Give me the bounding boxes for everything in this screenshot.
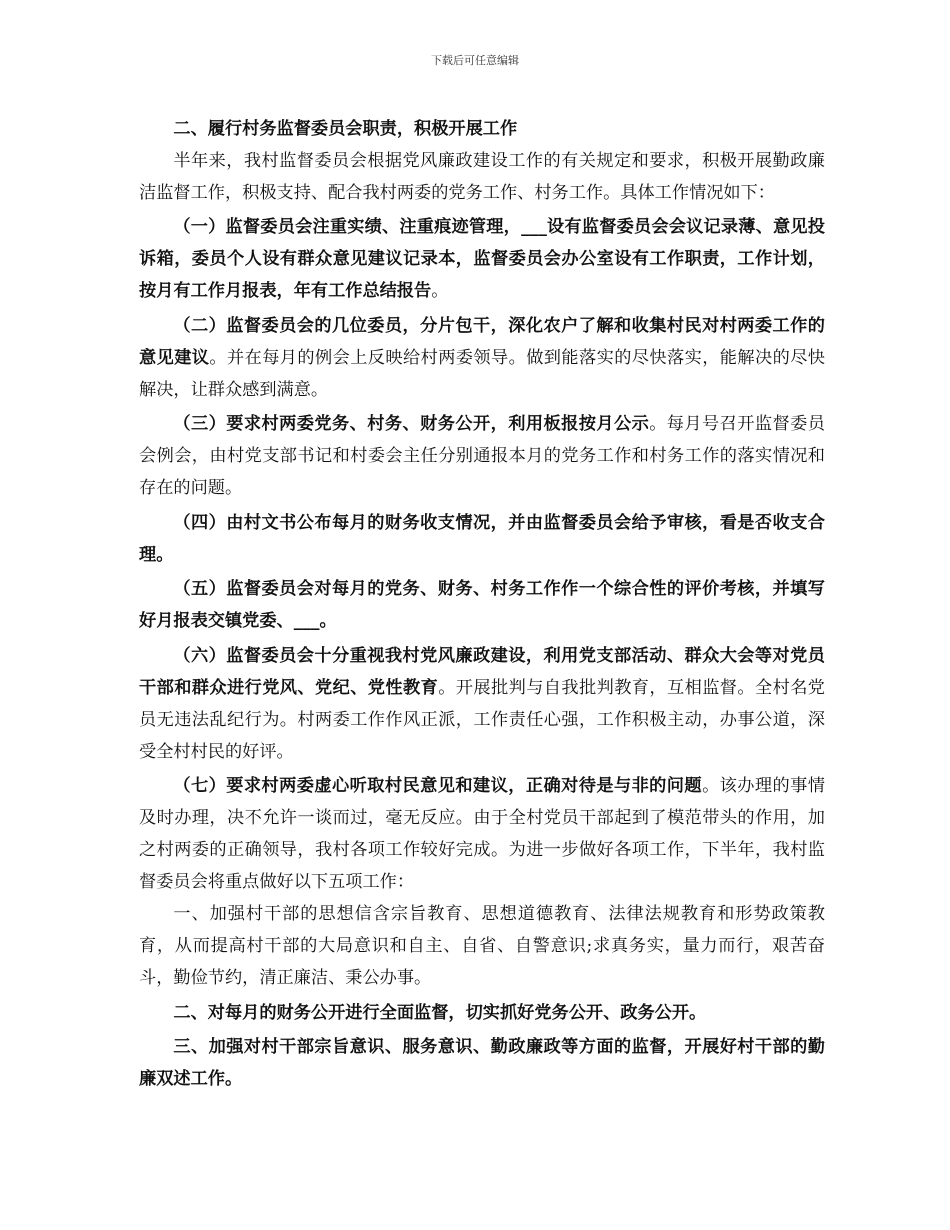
- paragraph: [139, 1031, 825, 1095]
- paragraph-bold-text: （六）监督委员会十分重视我村党风廉政建设，利用党支部活动、群众大会等对党员干部和群众进行党风、党纪、党性教育: [139, 645, 825, 698]
- paragraph: [139, 310, 825, 406]
- paragraph-bold-text: 二、对每月的财务公开进行全面监督，切实抓好党务公开、政务公开。: [173, 1002, 707, 1023]
- paragraph: [139, 573, 825, 637]
- paragraph-text: 。开展批判与自我批判教育，互相监督。全村名党员无违法乱纪行为。村两委工作作风正派，工作责任心强，工作积极主动，办事公道，深受全村村民的好评。: [139, 677, 825, 762]
- paragraph-bold-text: （一）监督委员会注重实绩、注重痕迹管理，___设有监督委员会会议记录薄、意见投诉箱，委员个人设有群众意见建议记录本，监督委员会办公室设有工作职责，工作计划，按月有工作月报表，年有工作总结报告: [139, 217, 825, 301]
- paragraph: [139, 408, 825, 504]
- section-heading: [139, 113, 825, 145]
- document-body: [139, 110, 825, 1095]
- paragraph: [139, 770, 825, 898]
- paragraph-bold-text: 二、履行村务监督委员会职责，积极开展工作: [173, 118, 518, 139]
- page-header: 下载后可任意编辑: [431, 54, 519, 67]
- paragraph-text: 。该办理的事情及时办理，决不允许一谈而过，毫无反应。由于全村党员干部起到了模范带头的作用，加之村两委的正确领导，我村各项工作较好完成。为进一步做好各项工作，下半年，我村监督委员会将重点做好以下五项工作：: [139, 776, 825, 892]
- paragraph-text: 一、加强村干部的思想信含宗旨教育、思想道德教育、法律法规教育和形势政策教育，从而提高村干部的大局意识和自主、自省、自警意识;求真务实，量力而行，艰苦奋斗，勤俭节约，清正廉洁、秉公办事。: [139, 904, 825, 988]
- paragraph-bold-text: （七）要求村两委虚心听取村民意见和建议，正确对待是与非的问题: [173, 776, 703, 796]
- paragraph-text: 。并在每月的例会上反映给村两委领导。做到能落实的尽快落实，能解决的尽快解决，让群众感到满意。: [139, 347, 825, 400]
- paragraph: [139, 507, 825, 571]
- paragraph-text: 。: [431, 281, 449, 301]
- paragraph: [139, 211, 825, 307]
- paragraph-text: 半年来，我村监督委员会根据党风廉政建设工作的有关规定和要求，积极开展勤政廉洁监督工作，积极支持、配合我村两委的党务工作、村务工作。具体工作情况如下：: [139, 150, 825, 203]
- paragraph: [139, 640, 825, 768]
- paragraph: [139, 898, 825, 994]
- paragraph-bold-text: （三）要求村两委党务、村务、财务公开，利用板报按月公示: [173, 414, 650, 434]
- paragraph-bold-text: （二）监督委员会的几位委员，分片包干，深化农户了解和收集村民对村两委工作的意见建议: [139, 315, 825, 368]
- paragraph-text: 。每月号召开监督委员会例会，由村党支部书记和村委会主任分别通报本月的党务工作和村务工作的落实情况和存在的问题。: [139, 414, 825, 498]
- paragraph: [139, 145, 825, 209]
- paragraph-bold-text: （五）监督委员会对每月的党务、财务、村务工作作一个综合性的评价考核，并填写好月报表交镇党委、___。: [139, 579, 825, 631]
- paragraph: [139, 997, 825, 1029]
- paragraph-bold-text: 三、加强对村干部宗旨意识、服务意识、勤政廉政等方面的监督，开展好村干部的勤廉双述工作。: [139, 1037, 825, 1089]
- paragraph-bold-text: （四）由村文书公布每月的财务收支情况，并由监督委员会给予审核，看是否收支合理。: [139, 512, 825, 565]
